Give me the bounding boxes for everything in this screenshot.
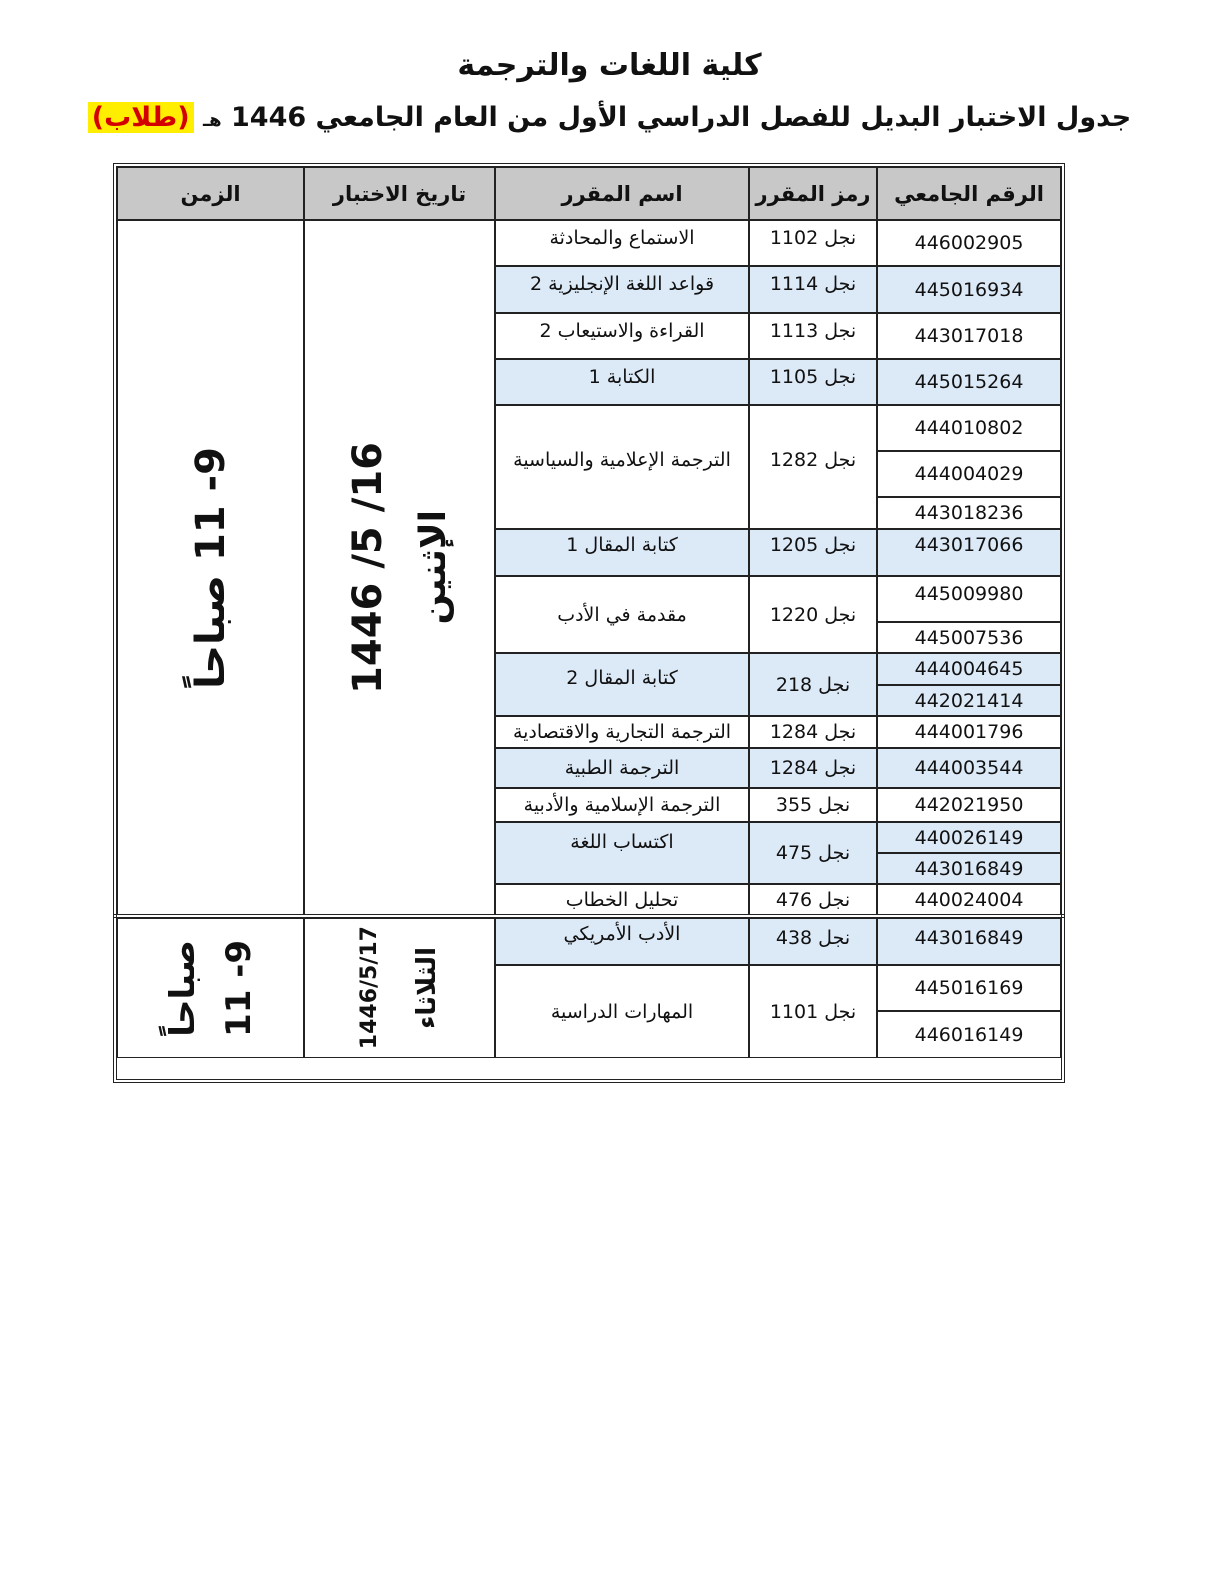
exam-time-range: 9- 11 <box>218 939 259 1037</box>
course-code-cell: نجل 475 <box>749 822 877 884</box>
student-id-cell: 443017018 <box>877 313 1061 359</box>
exam-date: 16/ 5/ 1446 <box>345 441 391 694</box>
student-id-cell: 445016934 <box>877 266 1061 313</box>
schedule-title <box>0 102 1219 133</box>
exam-date-cell <box>304 220 495 915</box>
course-code-cell: نجل 1284 <box>749 716 877 748</box>
student-id-cell: 443016849 <box>877 918 1061 965</box>
header-course-code: رمز المقرر <box>749 167 877 220</box>
course-code-cell: نجل 1113 <box>749 313 877 359</box>
header-student-id: الرقم الجامعي <box>877 167 1061 220</box>
student-id-cell: 444004645 <box>877 653 1061 685</box>
student-id-cell: 444010802 <box>877 405 1061 451</box>
audience-badge: (طلاب) <box>88 102 194 133</box>
exam-time-cell <box>117 220 304 915</box>
student-id-cell: 440024004 <box>877 884 1061 915</box>
course-code-cell: نجل 476 <box>749 884 877 915</box>
course-code-cell: نجل 1282 <box>749 405 877 529</box>
course-name-cell: تحليل الخطاب <box>495 884 749 915</box>
exam-time: 9- 11 صباحاً <box>187 446 234 689</box>
student-id-cell: 446016149 <box>877 1011 1061 1058</box>
schedule-title-text: جدول الاختبار البديل للفصل الدراسي الأول من العام الجامعي 1446 <box>231 102 1132 133</box>
course-code-cell: نجل 1101 <box>749 965 877 1058</box>
course-name-cell: الكتابة 1 <box>495 359 749 405</box>
student-id-cell: 445015264 <box>877 359 1061 405</box>
student-id-cell: 444003544 <box>877 748 1061 788</box>
course-code-cell: نجل 1205 <box>749 529 877 576</box>
exam-date: 1446/5/17 <box>357 926 382 1050</box>
student-id-cell: 443018236 <box>877 497 1061 529</box>
course-name-cell: المهارات الدراسية <box>495 965 749 1058</box>
student-id-cell: 443017066 <box>877 529 1061 576</box>
course-code-cell: نجل 1220 <box>749 576 877 653</box>
student-id-cell: 444004029 <box>877 451 1061 497</box>
course-name-cell: الأدب الأمريكي <box>495 918 749 965</box>
student-id-cell: 443016849 <box>877 853 1061 884</box>
faculty-title: كلية اللغات والترجمة <box>457 48 762 83</box>
course-name-cell: كتابة المقال 1 <box>495 529 749 576</box>
course-name-cell: كتابة المقال 2 <box>495 653 749 716</box>
student-id-cell: 445009980 <box>877 576 1061 622</box>
course-name-cell: مقدمة في الأدب <box>495 576 749 653</box>
exam-time-period: صباحاً <box>162 939 203 1037</box>
student-id-cell: 445016169 <box>877 965 1061 1011</box>
exam-day: الإثنين <box>413 510 454 625</box>
student-id-cell: 442021414 <box>877 685 1061 716</box>
course-name-cell: قواعد اللغة الإنجليزية 2 <box>495 266 749 313</box>
course-name-cell: الترجمة التجارية والاقتصادية <box>495 716 749 748</box>
course-code-cell: نجل 218 <box>749 653 877 716</box>
course-name-cell: الترجمة الإسلامية والأدبية <box>495 788 749 822</box>
course-name-cell: القراءة والاستيعاب 2 <box>495 313 749 359</box>
student-id-cell: 446002905 <box>877 220 1061 266</box>
exam-day: الثلاثاء <box>412 947 442 1029</box>
header-time: الزمن <box>117 167 304 220</box>
course-name-cell: الاستماع والمحادثة <box>495 220 749 266</box>
exam-date-cell <box>304 918 495 1058</box>
header-course-name: اسم المقرر <box>495 167 749 220</box>
course-name-cell: الترجمة الإعلامية والسياسية <box>495 405 749 529</box>
course-name-cell: الترجمة الطبية <box>495 748 749 788</box>
course-code-cell: نجل 1114 <box>749 266 877 313</box>
student-id-cell: 440026149 <box>877 822 1061 853</box>
course-code-cell: نجل 355 <box>749 788 877 822</box>
student-id-cell: 442021950 <box>877 788 1061 822</box>
course-name-cell: اكتساب اللغة <box>495 822 749 884</box>
course-code-cell: نجل 438 <box>749 918 877 965</box>
course-code-cell: نجل 1105 <box>749 359 877 405</box>
student-id-cell: 445007536 <box>877 622 1061 653</box>
student-id-cell: 444001796 <box>877 716 1061 748</box>
exam-time-cell <box>117 918 304 1058</box>
header-exam-date: تاريخ الاختبار <box>304 167 495 220</box>
hijri-unit: هـ <box>202 110 222 131</box>
course-code-cell: نجل 1284 <box>749 748 877 788</box>
course-code-cell: نجل 1102 <box>749 220 877 266</box>
